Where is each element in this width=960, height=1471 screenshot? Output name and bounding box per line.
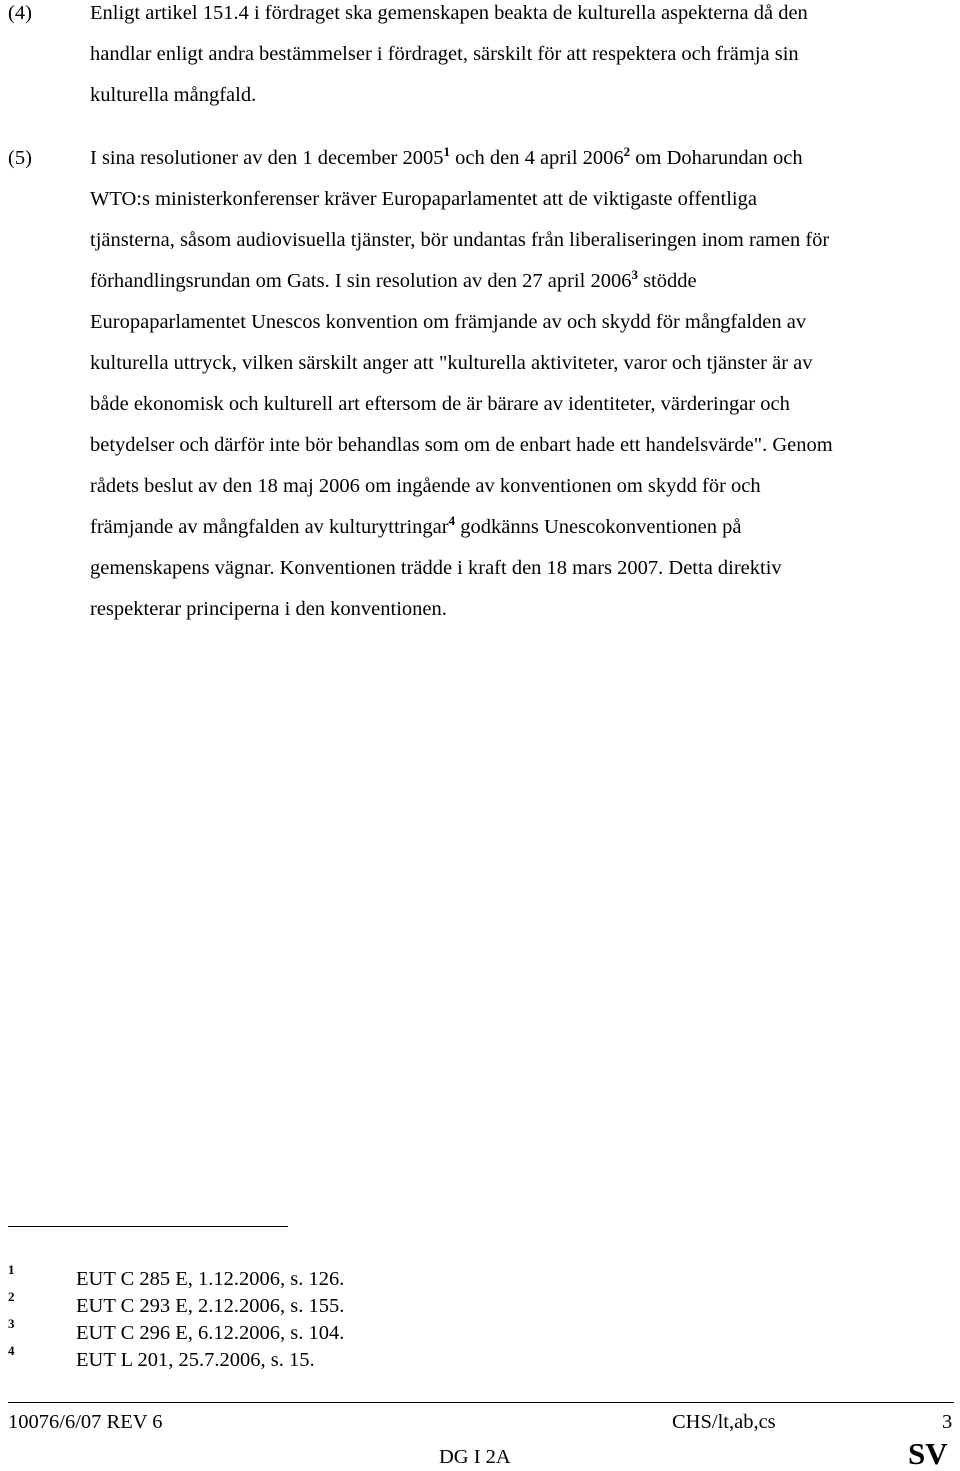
text-segment: I sina resolutioner av den 1 december 2005 [90,147,444,169]
text-line: kulturella uttryck, vilken särskilt anger att "kulturella aktiviteter, varor och tjänster är av [90,352,813,374]
paragraph-4 [0,0,960,116]
text-segment: godkänns Unescokonventionen på [455,516,742,538]
language-code: SV [908,1436,948,1471]
text-line: Enligt artikel 151.4 i fördraget ska gemenskapen beakta de kulturella aspekterna då den [90,2,808,24]
directorate-code: DG I 2A [439,1446,511,1468]
footnote [0,1262,960,1293]
text-line [90,138,956,179]
text-line: kulturella mångfald. [90,84,257,106]
paragraph-body [90,138,956,630]
text-line: tjänsterna, såsom audiovisuella tjänster, bör undantas från liberaliseringen inom ramen för [90,229,830,251]
footnote-mark: 2 [8,1289,15,1304]
paragraph-body [90,0,956,116]
footnote-mark: 3 [8,1316,15,1331]
text-segment: främjande av mångfalden av kulturyttringar [90,516,449,538]
text-segment: stödde [637,270,697,292]
paragraph-number: (4) [8,2,32,24]
footnote-text: EUT L 201, 25.7.2006, s. 15. [76,1349,315,1371]
paragraph-number: (5) [8,147,32,169]
text-line [90,261,956,302]
text-line: handlar enligt andra bestämmelser i fördraget, särskilt för att respektera och främja sin [90,43,799,65]
author-initials: CHS/lt,ab,cs [672,1411,776,1433]
text-line: WTO:s ministerkonferenser kräver Europaparlamentet att de viktigaste offentliga [90,188,757,210]
footnote-reference: 2 [623,144,631,159]
text-line [90,507,956,548]
footnote-reference: 4 [448,513,456,528]
paragraph-5 [0,138,960,630]
footnote-text: EUT C 285 E, 1.12.2006, s. 126. [76,1268,345,1290]
text-line: respekterar principerna i den konventionen. [90,598,447,620]
text-line: Europaparlamentet Unescos konvention om främjande av och skydd för mångfalden av [90,311,807,333]
text-segment: om Doharundan och [630,147,803,169]
text-line: rådets beslut av den 18 maj 2006 om ingående av konventionen om skydd för och [90,475,761,497]
footnote-separator [8,1226,288,1227]
document-reference: 10076/6/07 REV 6 [8,1411,163,1433]
footnote-mark: 4 [8,1343,15,1358]
footnote-text: EUT C 296 E, 6.12.2006, s. 104. [76,1322,345,1344]
footnote [0,1316,960,1347]
footnote [0,1289,960,1320]
page-number: 3 [942,1411,953,1433]
text-line: både ekonomisk och kulturell art eftersom de är bärare av identiteter, värderingar och [90,393,790,415]
text-line: betydelser och därför inte bör behandlas som om de enbart hade ett handelsvärde". Genom [90,434,833,456]
footnote-mark: 1 [8,1262,15,1277]
footer-rule [8,1402,954,1403]
footnote-reference: 1 [443,144,451,159]
text-segment: förhandlingsrundan om Gats. I sin resolution av den 27 april 2006 [90,270,632,292]
footnote [0,1343,960,1374]
text-line: gemenskapens vägnar. Konventionen trädde i kraft den 18 mars 2007. Detta direktiv [90,557,782,579]
footnote-text: EUT C 293 E, 2.12.2006, s. 155. [76,1295,345,1317]
text-segment: och den 4 april 2006 [450,147,624,169]
footnote-reference: 3 [631,267,638,282]
